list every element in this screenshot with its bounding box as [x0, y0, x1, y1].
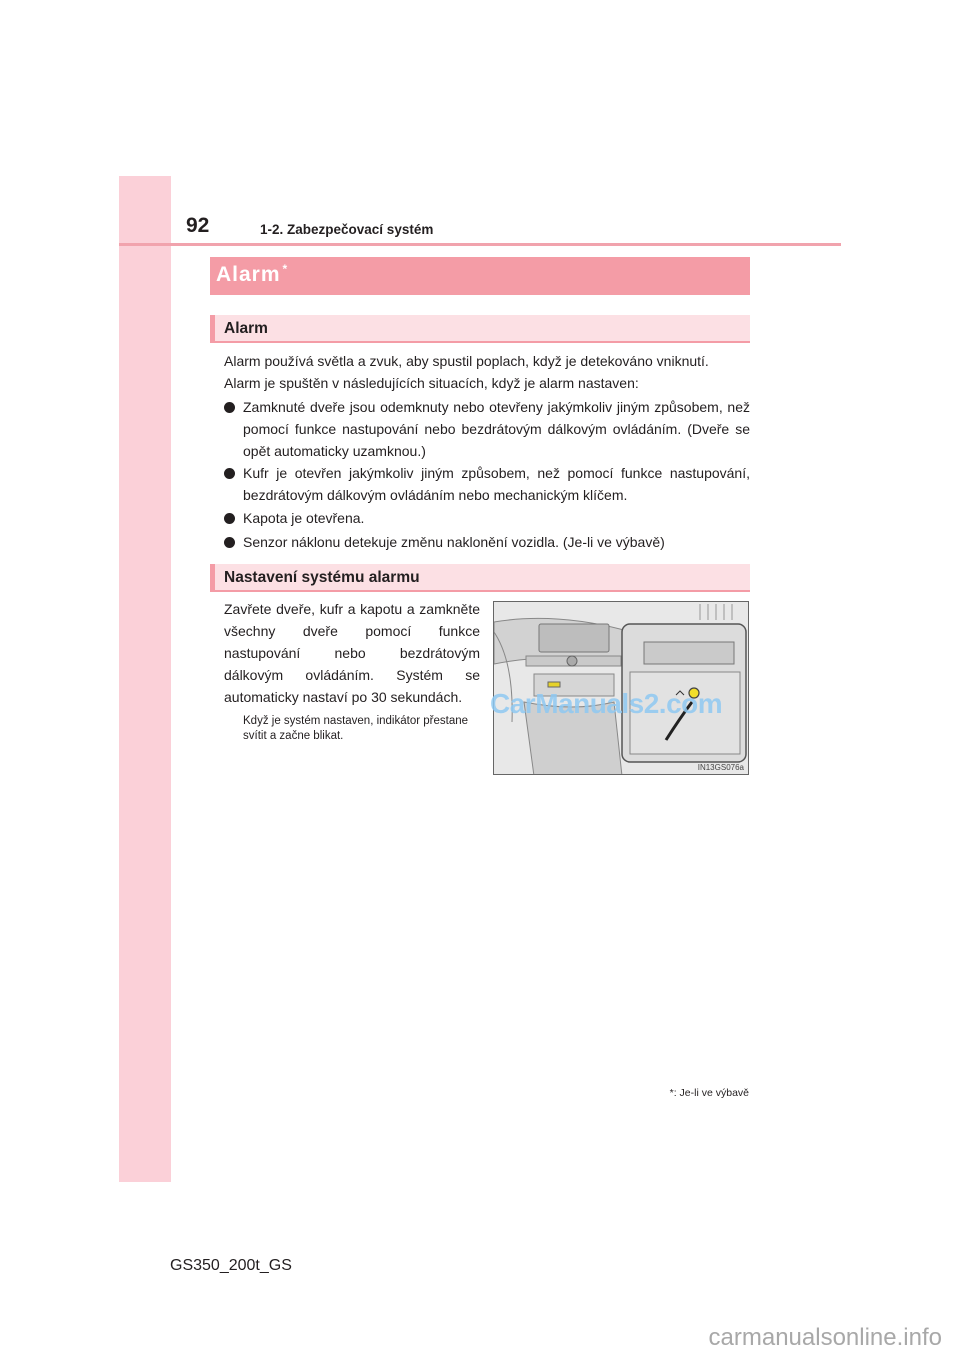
subheading-setting: Nastavení systému alarmu: [210, 564, 750, 592]
footer-site-link[interactable]: carmanualsonline.info: [708, 1324, 942, 1351]
bullet-item: Kufr je otevřen jakýmkoliv jiným způsobem, než pomocí funkce nastupování, bezdrátovým dálkovým ovládáním nebo mechanickým klíčem.: [224, 462, 750, 506]
chapter-title: 1-2. Zabezpečovací systém: [260, 222, 434, 237]
bullet-item: Senzor náklonu detekuje změnu naklonění vozidla. (Je-li ve výbavě): [224, 531, 750, 553]
intro-paragraph: Alarm používá světla a zvuk, aby spustil poplach, když je detekováno vniknutí.: [224, 353, 709, 369]
footnote-marker: *: [282, 262, 289, 276]
watermark-logo: CarManuals2.com: [490, 688, 723, 719]
page-number: 92: [186, 214, 210, 237]
bullet-item: Kapota je otevřena.: [224, 507, 750, 529]
subheading-alarm: Alarm: [210, 315, 750, 343]
section-title-bar: [210, 257, 750, 295]
bullet-dot-icon: [224, 402, 235, 413]
footnote: *: Je-li ve výbavě: [669, 1087, 749, 1099]
figure-code: IN13GS076a: [697, 763, 744, 772]
bullet-item: Zamknuté dveře jsou odemknuty nebo otevřeny jakýmkoliv jiným způsobem, než pomocí funkce nastupování nebo bezdrátovým dálkovým ovládáním. (Dveře se opět automaticky uzamknou.): [224, 396, 750, 462]
bullet-dot-icon: [224, 513, 235, 524]
setting-paragraph: Zavřete dveře, kufr a kapotu a zamkněte všechny dveře pomocí funkce nastupování nebo bezdrátovým dálkovým ovládáním. Systém se automaticky nastaví po 30 sekundách.: [224, 601, 480, 705]
setting-note: Když je systém nastaven, indikátor přestane svítit a začne blikat.: [243, 715, 469, 742]
footer-model: GS350_200t_GS: [170, 1257, 292, 1274]
side-strip: [119, 176, 171, 1182]
footnote-marker: *: [669, 1087, 674, 1099]
lead-paragraph: Alarm je spuštěn v následujících situacích, když je alarm nastaven:: [224, 375, 639, 391]
header-rule: [119, 243, 841, 246]
bullet-dot-icon: [224, 468, 235, 479]
bullet-dot-icon: [224, 537, 235, 548]
section-title: Alarm *: [216, 262, 289, 286]
